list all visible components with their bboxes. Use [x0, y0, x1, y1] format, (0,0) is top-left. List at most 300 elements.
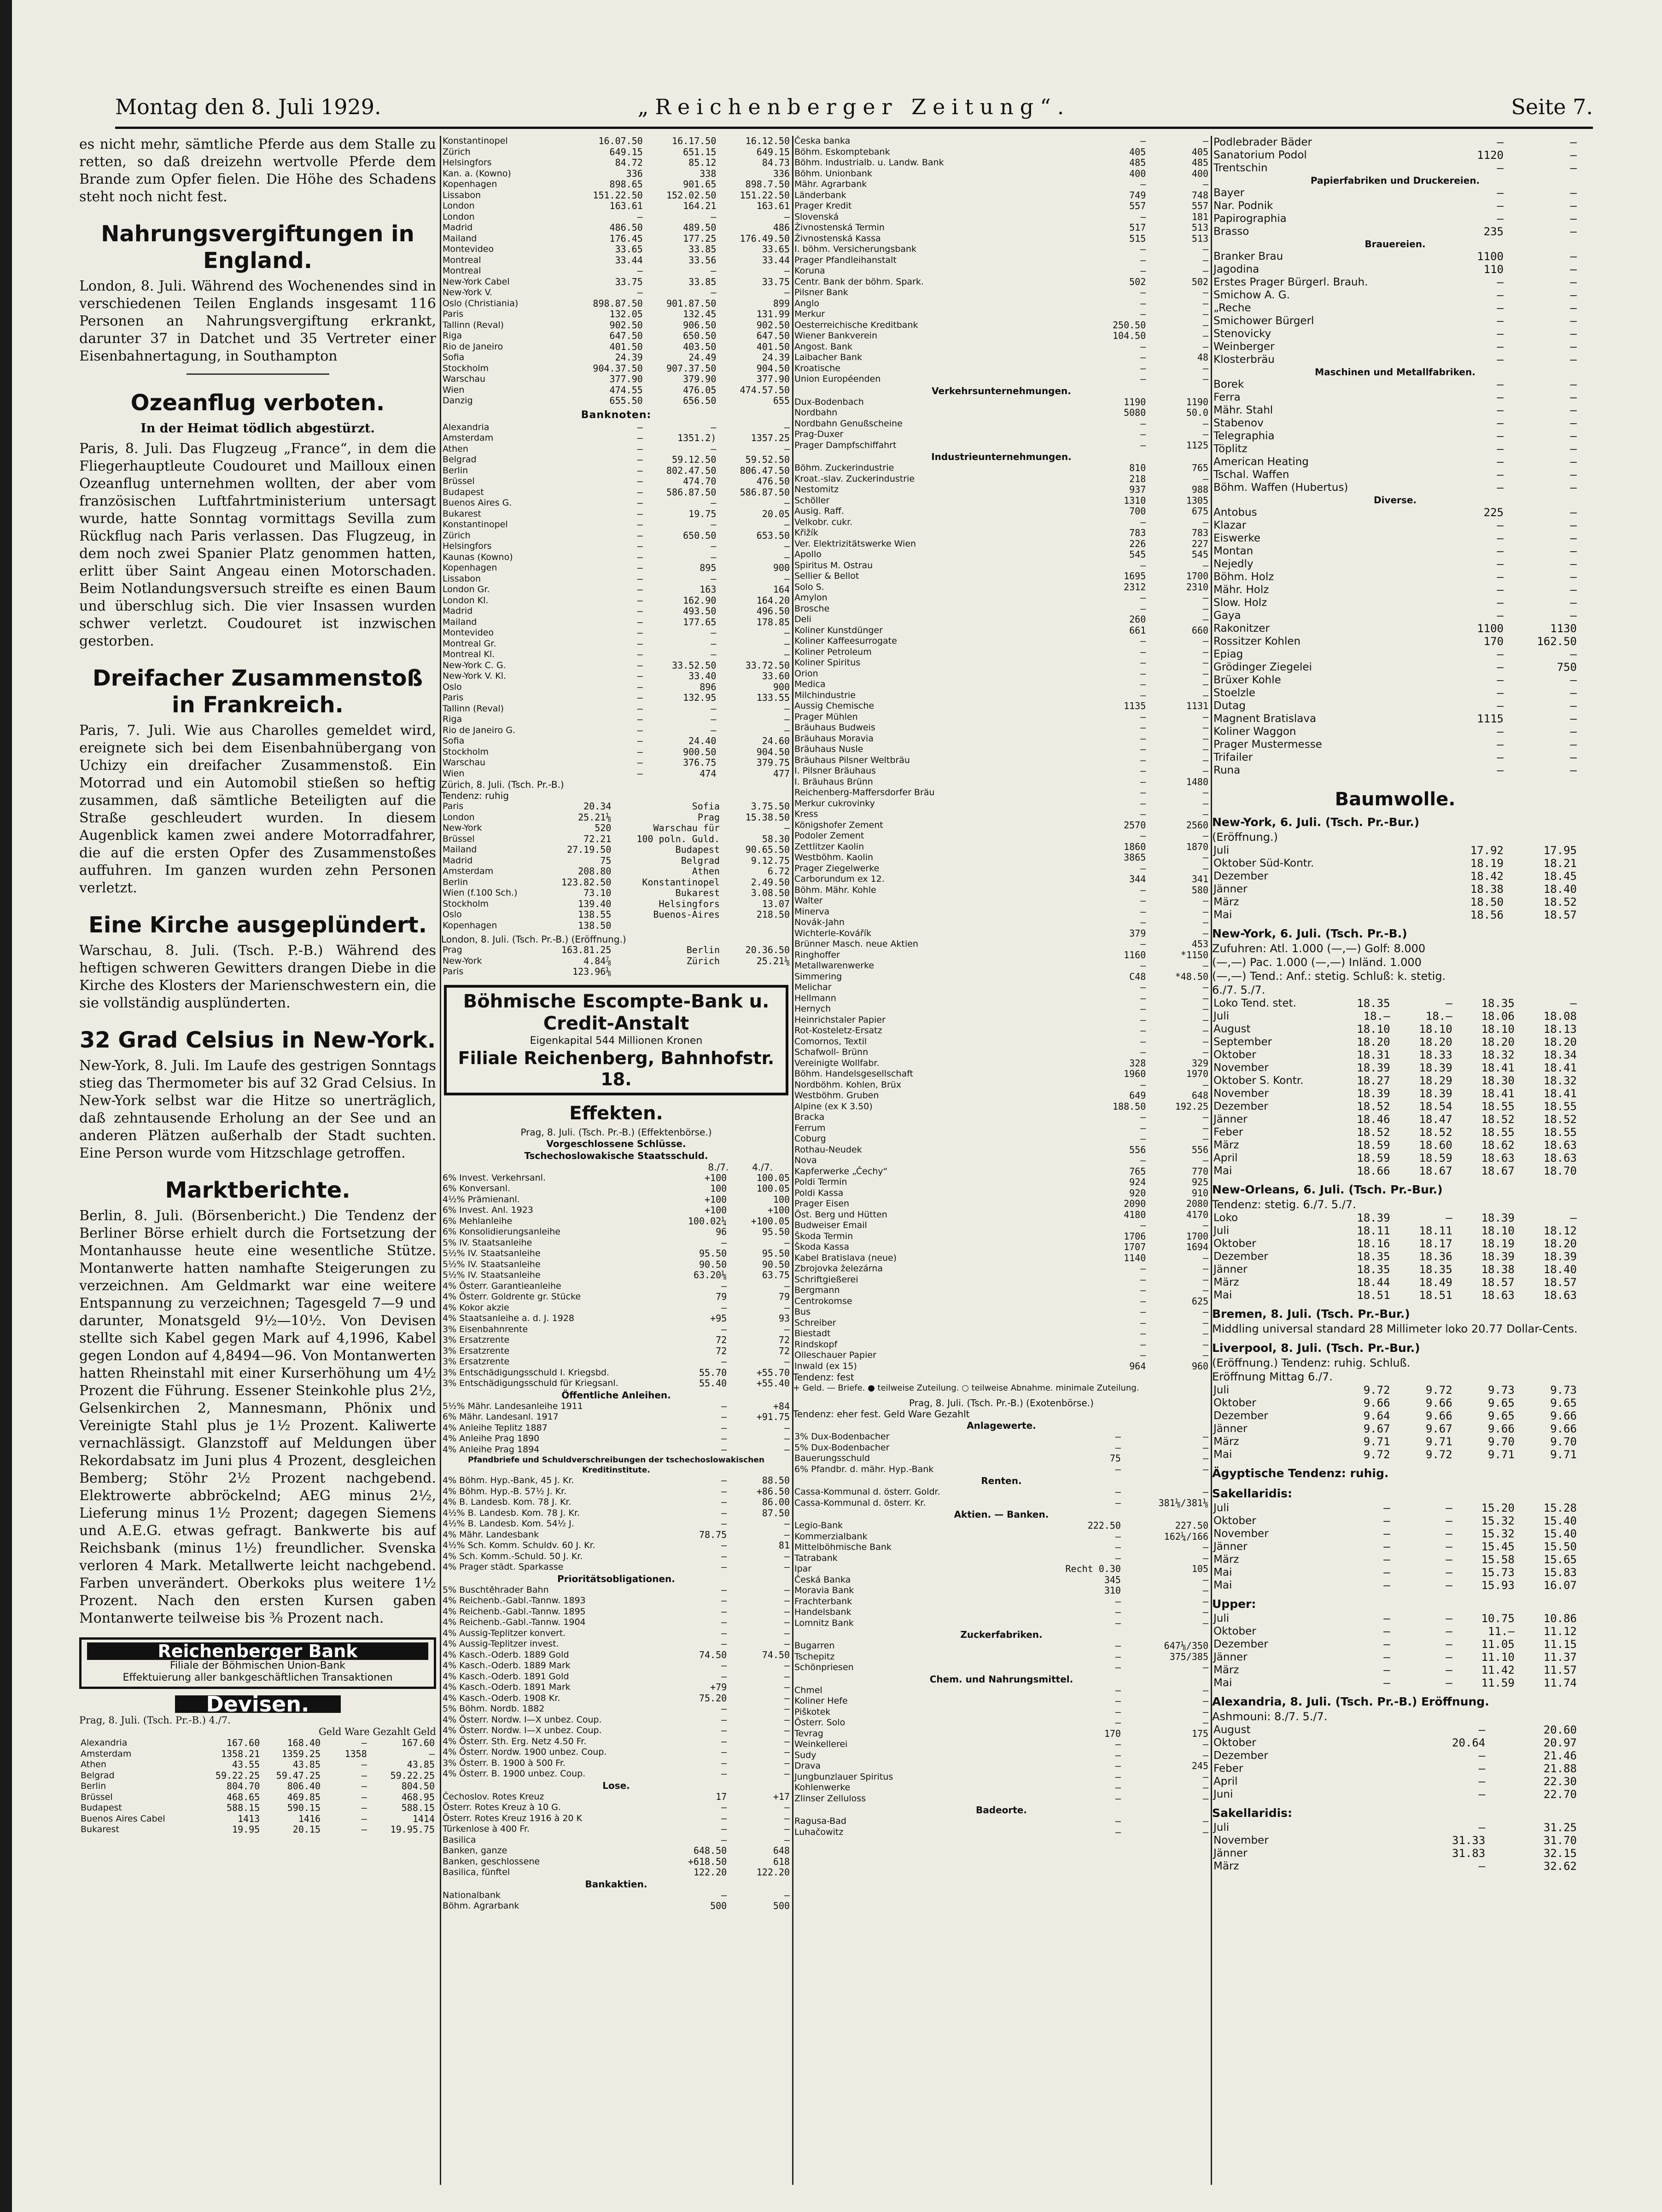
quote-value: —: [1202, 1155, 1208, 1166]
security-name: Zlinser Zelluloss: [794, 1793, 866, 1804]
quote-value: 802.47.50: [666, 465, 717, 476]
quote-value: 63.75: [762, 1270, 790, 1281]
security-name: Magnent Bratislava: [1213, 713, 1317, 725]
table-row: [793, 1453, 1210, 1464]
quote-value: —: [1478, 1860, 1486, 1873]
table-row: [793, 397, 1210, 408]
security-name: 4% Österr. Garantieanleihe: [443, 1281, 561, 1291]
quote-value: —: [637, 693, 643, 703]
quote-value: —: [1202, 1274, 1208, 1285]
table-row: [441, 255, 791, 266]
quote-value: 164.20: [756, 595, 790, 606]
quote-value: 18.62: [1481, 1139, 1515, 1152]
quote-value: —: [1570, 391, 1577, 404]
security-name: Piškotek: [794, 1706, 831, 1717]
table-row: [793, 950, 1210, 961]
table-row: [1212, 1638, 1578, 1651]
security-name: Škoda Kassa: [794, 1242, 849, 1252]
sakellaridis-header: Sakellaridis:: [1212, 1806, 1293, 1820]
quote-value: —: [1202, 1596, 1208, 1607]
table-row: [441, 1227, 791, 1238]
security-name: 6% Invest. Verkehrsanl.: [443, 1172, 546, 1183]
quote-value: —: [1140, 744, 1146, 755]
table-row: [793, 1188, 1210, 1199]
quote-value: —: [637, 498, 643, 508]
security-name: Podoler Zement: [794, 831, 864, 841]
quote-value: 1305: [1186, 495, 1208, 506]
quote-value: —: [1497, 738, 1504, 751]
security-name: 4% Kasch.-Oderb. 1889 Mark: [443, 1660, 571, 1671]
quote-value: —: [1140, 906, 1146, 917]
quote-value: —: [1140, 766, 1146, 776]
quote-value: 1416: [298, 1813, 321, 1824]
security-name: Mailand: [443, 617, 477, 627]
security-name: Österr. Rotes Kreuz 1916 à 20 K: [443, 1813, 583, 1823]
security-name: Oktober S. Kontr.: [1213, 1075, 1304, 1087]
table-row: [793, 1015, 1210, 1026]
security-name: Zettlitzer Kaolin: [794, 841, 864, 852]
quote-value: —: [1140, 1263, 1146, 1274]
exoten-columns: Tendenz: eher fest. Geld Ware Gezahlt: [793, 1409, 970, 1420]
security-name: Prager Dampfschiffahrt: [794, 440, 897, 450]
security-name: 4% Kasch.-Oderb. 1908 Kr.: [443, 1693, 560, 1703]
quote-value: —: [361, 1738, 367, 1748]
security-name: Öst. Berg und Hütten: [794, 1209, 887, 1220]
quote-value: —: [1497, 199, 1504, 212]
table-row: [1212, 1821, 1578, 1834]
table-row: [793, 1498, 1210, 1509]
table-row: [441, 1173, 791, 1184]
quote-value: 476.05: [683, 384, 717, 396]
quote-value: —: [1570, 764, 1577, 777]
quote-value: 33.44: [762, 255, 790, 266]
newyork-futures-table: [1212, 997, 1578, 1177]
quote-value: 18.19: [1470, 857, 1504, 870]
quote-value: 15.32: [1481, 1527, 1515, 1540]
quote-value: 405: [1129, 146, 1146, 157]
section-title: Maschinen und Metallfabriken.: [1315, 367, 1475, 378]
table-row: [441, 1595, 791, 1607]
table-row: [793, 1263, 1210, 1275]
quote-value: 122.20: [756, 1867, 790, 1878]
table-row: [793, 549, 1210, 560]
quote-value: 18.39: [1419, 1087, 1452, 1100]
table-row: [793, 1036, 1210, 1048]
table-row: [793, 852, 1210, 863]
security-name: Juni: [1213, 1788, 1233, 1800]
quote-value: 580: [1191, 885, 1208, 896]
table-row: [793, 1058, 1210, 1069]
table-row: [441, 595, 791, 606]
quote-value: —: [784, 1519, 790, 1529]
quote-value: —: [1202, 1004, 1208, 1014]
table-row: [793, 993, 1210, 1004]
table-row: [793, 1662, 1210, 1673]
quote-value: 18.39: [1419, 1061, 1452, 1074]
quote-value: 33.40: [688, 671, 717, 681]
security-name: Montreal: [443, 266, 481, 276]
quote-value: 18.55: [1543, 1100, 1577, 1113]
section-title: Zuckerfabriken.: [960, 1629, 1043, 1640]
table-row: [1212, 289, 1578, 302]
table-row: [441, 320, 791, 331]
quote-value: 904.50: [756, 746, 790, 757]
quote-value: —: [1570, 212, 1577, 225]
quote-value: 24.40: [688, 736, 717, 746]
security-name: Bräuhaus Pilsner Weltbräu: [794, 755, 910, 765]
table-row: [441, 909, 791, 920]
quote-value: 218.50: [756, 909, 790, 920]
table-row: [1212, 699, 1578, 712]
table-row: [793, 1641, 1210, 1652]
security-name: 4% Mähr. Landesbank: [443, 1529, 539, 1540]
security-name: Berlin: [443, 877, 468, 887]
security-name: Koliner Petroleum: [794, 646, 872, 657]
security-name: Oslo (Christiania): [443, 298, 519, 309]
quote-value: 375/385: [1169, 1651, 1208, 1662]
security-name: Jänner: [1213, 1847, 1248, 1859]
security-name: Basilica, fünftel: [443, 1867, 510, 1877]
security-name: Nordbahn: [794, 407, 838, 418]
table-row: [441, 1682, 791, 1693]
quote-value: 15.20: [1481, 1502, 1515, 1514]
article-body: Berlin, 8. Juli. (Börsenbericht.) Die Tendenz der Berliner Börse erhielt durch die Fortsetzung der Montanhausse heute eine wesentliche Stütze. Montanwerte hatten namhafte Steigerungen zu verzeichnen. Am Geldmarkt war eine weitere Entspannung zu verzeichnen; Tagesgeld 7—9 und darunter, Monatsgeld 9½—10½. Von Devisen stellte sich Kabel gegen Mark auf 4,1996, Kabel gegen London auf 4,8494—96. Von Montanwerten hatten Rheinstahl mit einer Kurserhöhung um 4½ Prozent die Führung. Essener Steinkohle plus 2½, Gelsenkirchen 2, Mannesmann, Phönix und Vereinigte Stahl plus je 1½ Prozent. Kaliwerte vernachlässigt. Glanzstoff auf Meldungen über Rekordabsatz im Juni plus 4 Prozent, desgleichen Bemberg; Stöhr 2½ Prozent nachgebend. Elektrowerte abbröckelnd; AEG minus 2½, Lieferung minus 1½ Prozent; dagegen Siemens und A.E.G. etwas gefragt. Bankwerte bis auf Reichsbank (minus 1½) freundlicher. Svenska verloren 4 Mark. Metallwerte leicht nachgebend. Farben unverändert. Oberkoks plus weitere 1½ Prozent. Nach den ersten Kursen gaben Montanwerte teilweise bis ⅜ Prozent nach.: [79, 1208, 436, 1626]
table-row: [441, 1650, 791, 1661]
quote-value: 181: [1191, 211, 1208, 222]
quote-value: —: [1202, 1285, 1208, 1296]
liverpool-table: [1212, 1384, 1578, 1461]
quote-value: 100.02¼: [688, 1216, 727, 1227]
table-row: [1212, 1152, 1578, 1164]
quote-value: —: [1202, 658, 1208, 668]
security-name: Montevideo: [443, 628, 494, 638]
quote-value: 1695: [1124, 571, 1146, 582]
quote-value: —: [1570, 353, 1577, 366]
quote-value: 403.50: [683, 341, 717, 352]
quote-value: —: [721, 1736, 727, 1747]
quote-value: 15.93: [1481, 1579, 1515, 1592]
quote-value: 899: [773, 298, 790, 309]
quote-value: 151.22.50: [593, 190, 643, 201]
quote-value: —: [1140, 352, 1146, 363]
quote-value: 31.83: [1452, 1847, 1486, 1860]
security-name: Jänner: [1213, 1651, 1248, 1663]
quote-value: —: [1202, 418, 1208, 429]
quote-value: —: [637, 584, 643, 595]
quote-value: —: [721, 1824, 727, 1834]
table-row: [793, 277, 1210, 288]
table-row: [1212, 751, 1578, 764]
table-row: [441, 1835, 791, 1846]
quote-value: —: [637, 595, 643, 606]
security-name: Metallwarenwerke: [794, 960, 875, 971]
quote-value: —: [1478, 1821, 1486, 1834]
table-row: [793, 419, 1210, 430]
quote-value: 749: [1129, 190, 1146, 201]
security-name: Dezember: [1213, 1251, 1268, 1263]
quote-value: —: [711, 498, 717, 508]
quote-value: —: [1140, 298, 1146, 309]
quote-value: —: [1115, 1739, 1121, 1750]
quote-value: —: [1140, 1220, 1146, 1231]
quote-value: 18.20: [1543, 1237, 1577, 1250]
quote-value: —: [1202, 809, 1208, 820]
table-row: [793, 733, 1210, 745]
quote-value: 9.65: [1488, 1397, 1515, 1409]
table-row: [793, 744, 1210, 755]
quote-value: 344: [1129, 874, 1146, 885]
quote-value: 489.50: [683, 222, 717, 233]
security-name: Angost. Bank: [794, 341, 852, 352]
quote-value: —: [721, 1302, 727, 1313]
quote-value: —: [1497, 570, 1504, 583]
quote-value: 18.45: [1543, 870, 1577, 883]
quote-value: 1970: [1186, 1069, 1208, 1079]
article-body: Paris, 7. Juli. Wie aus Charolles gemeldet wird, ereignete sich bei dem Eisenbahnübergang von Uchizy ein dreifacher Zusammenstoß. Ein Motorrad und ein Automobil stießen so heftig zusammen, daß sämtliche Beteiligten auf die Straße geschleudert wurden. In diesem Augenblick kamen zwei andere Motorradfahrer, die auf die ersten Opfer des Zusammenstoßes auffuhren. Im ganzen wurden zehn Personen verletzt.: [79, 722, 436, 896]
security-name: Dezember: [1213, 870, 1268, 882]
bank-shares-table: [793, 136, 1210, 385]
quote-value: 15.73: [1481, 1566, 1515, 1579]
header-masthead: „Reichenberger Zeitung“.: [637, 94, 1071, 119]
quote-value: —: [1570, 712, 1577, 725]
security-name: New-York: [443, 955, 482, 966]
table-row: [1212, 896, 1578, 908]
security-name: 4% Staatsanleihe a. d. J. 1928: [443, 1313, 574, 1323]
quote-value: 988: [1191, 484, 1208, 495]
section-title: Lose.: [602, 1780, 630, 1791]
quote-value: —: [637, 703, 643, 714]
table-row: [441, 1313, 791, 1324]
security-name: Böhm. Holz: [1213, 571, 1274, 583]
quote-value: —: [1115, 1464, 1121, 1475]
security-name: Slovenská: [794, 211, 839, 222]
quote-value: —: [637, 422, 643, 433]
table-row: [793, 1782, 1210, 1793]
quote-value: 5080: [1124, 407, 1146, 418]
security-name: Novák-Jahn: [794, 917, 845, 927]
quote-value: —: [784, 1617, 790, 1628]
quote-value: —: [637, 757, 643, 768]
table-row: [441, 352, 791, 363]
quote-value: —: [1570, 583, 1577, 596]
quote-value: 1125: [1186, 440, 1208, 451]
quote-value: —: [1140, 374, 1146, 384]
quote-value: —: [1140, 993, 1146, 1004]
chemical-table: [793, 1685, 1210, 1805]
quote-value: 377.90: [756, 374, 790, 384]
table-row: [793, 722, 1210, 733]
quote-value: 806.47.50: [740, 465, 790, 476]
security-name: Amsterdam: [443, 866, 494, 876]
quote-value: 468.65: [227, 1792, 260, 1803]
quote-value: —: [1478, 1788, 1486, 1801]
ad-branch: Filiale Reichenberg, Bahnhofstr. 18.: [458, 1048, 775, 1089]
quote-value: —: [1115, 1553, 1121, 1564]
quote-value: 810: [1129, 463, 1146, 473]
quote-value: 381⅛/381⅛: [1158, 1497, 1208, 1508]
quote-value: 90.65.50: [745, 844, 790, 855]
date-column-label: 8./7.: [708, 1161, 729, 1173]
table-row: [1212, 1676, 1578, 1689]
table-row: [1212, 1100, 1578, 1113]
table-row: [441, 169, 791, 180]
table-row: [1212, 1224, 1578, 1237]
security-name: Prager Mustermesse: [1213, 739, 1322, 751]
quote-value: 176.45: [609, 233, 643, 244]
quote-value: —: [1140, 1123, 1146, 1134]
quote-value: —: [1115, 1641, 1121, 1651]
quote-value: —: [1202, 1079, 1208, 1090]
quote-value: —: [1202, 266, 1208, 276]
security-name: Mailand: [443, 233, 477, 244]
article-divider: [187, 373, 329, 375]
table-row: [793, 331, 1210, 342]
security-name: Juli: [1213, 1010, 1230, 1022]
quote-value: —: [721, 1237, 727, 1248]
table-row: [441, 747, 791, 758]
security-name: Frachterbank: [794, 1596, 852, 1607]
quote-value: 468.95: [401, 1792, 435, 1803]
security-name: Rio de Janeiro: [443, 341, 503, 352]
security-name: Tschepitz: [794, 1651, 835, 1662]
security-name: Jänner: [1213, 1263, 1248, 1275]
table-row: [441, 396, 791, 407]
quote-value: —: [1570, 186, 1577, 199]
table-row: [441, 1660, 791, 1671]
quote-value: 16.17.50: [672, 136, 717, 146]
table-row: [1212, 1834, 1578, 1847]
security-name: 5% Dux-Bodenbacher: [794, 1442, 890, 1453]
quote-value: —: [1383, 1540, 1390, 1553]
table-row: [793, 896, 1210, 907]
security-name: 3% Ersatzrente: [443, 1345, 510, 1356]
table-row: [1212, 857, 1578, 870]
bank-subline: Effektuierung aller bankgeschäftlichen Transaktionen: [122, 1672, 393, 1683]
quote-value: —: [1140, 1004, 1146, 1014]
security-name: Brüxer Kohle: [1213, 674, 1281, 686]
quote-value: —: [1570, 340, 1577, 353]
quote-value: —: [1140, 1350, 1146, 1361]
article-headline: Nahrungsvergiftungen in England.: [101, 221, 414, 274]
table-row: [441, 157, 791, 169]
security-name: Kopenhagen: [443, 179, 497, 189]
security-name: Böhm. Waffen (Hubertus): [1213, 482, 1348, 494]
quote-value: —: [1570, 596, 1577, 609]
quote-value: 75: [1109, 1453, 1121, 1464]
security-name: März: [1213, 1436, 1239, 1448]
quote-value: 648.50: [693, 1845, 727, 1856]
quote-value: —: [1140, 668, 1146, 679]
security-name: Madrid: [443, 606, 473, 616]
sakellaridis-alexandria-table: [1212, 1821, 1578, 1873]
quote-value: 4180: [1124, 1209, 1146, 1220]
quote-value: 18.40: [1543, 883, 1577, 896]
table-row: [441, 374, 791, 385]
security-name: Moravia Bank: [794, 1585, 854, 1595]
quote-value: —: [1383, 1638, 1390, 1651]
devisen-header: Prag, 8. Juli. (Tsch. Pr.-B.) 4./7.: [79, 1715, 231, 1726]
table-row: [793, 212, 1210, 223]
quote-value: 18.10: [1481, 1023, 1515, 1036]
quote-value: —: [1570, 442, 1577, 455]
table-row: [793, 363, 1210, 374]
quote-value: 18.—: [1363, 1010, 1390, 1023]
quote-value: 18.59: [1357, 1152, 1390, 1164]
security-name: Rothau-Neudek: [794, 1144, 862, 1155]
security-name: Koliner Kunstdünger: [794, 625, 883, 635]
quote-value: 476.50: [756, 476, 790, 487]
table-row: [793, 157, 1210, 169]
table-row: [793, 1177, 1210, 1188]
quote-value: —: [1115, 1487, 1121, 1497]
security-name: März: [1213, 896, 1239, 908]
table-row: [793, 582, 1210, 593]
security-name: New-York V.: [443, 287, 493, 297]
security-name: Paris: [443, 309, 464, 319]
quote-value: —: [784, 823, 790, 833]
table-row: [441, 476, 791, 487]
security-name: Ver. Elektrizitätswerke Wien: [794, 538, 916, 549]
quote-value: 653.50: [756, 530, 790, 541]
quote-value: 24.49: [688, 352, 717, 363]
table-row: [1212, 1023, 1578, 1036]
table-row: [1212, 558, 1578, 570]
table-row: [441, 1530, 791, 1541]
security-name: 3% Ersatzrente: [443, 1335, 510, 1345]
quote-value: 260: [1129, 614, 1146, 625]
quote-value: 21.46: [1543, 1749, 1577, 1762]
table-row: [793, 712, 1210, 723]
table-row: [441, 1423, 791, 1434]
quote-value: 110: [1483, 263, 1504, 276]
table-row: [441, 1704, 791, 1715]
table-row: [1212, 1625, 1578, 1638]
table-row: [793, 1004, 1210, 1015]
quote-value: 33.65: [615, 244, 643, 255]
security-name: Bräuhaus Nusle: [794, 744, 863, 754]
table-row: [793, 169, 1210, 180]
security-name: Sofia: [443, 736, 465, 746]
table-row: [441, 714, 791, 725]
quote-value: 18.67: [1481, 1164, 1515, 1177]
quote-value: —: [784, 1444, 790, 1455]
upper-header: Upper:: [1212, 1597, 1256, 1611]
security-name: Poldi Kassa: [794, 1187, 844, 1198]
quote-value: —: [1140, 287, 1146, 298]
security-name: Carborundum ex 12.: [794, 874, 885, 884]
security-name: Deli: [794, 614, 811, 624]
newyork-opening-table: [1212, 844, 1578, 921]
security-name: Banken, ganze: [443, 1845, 507, 1856]
table-row: [793, 1596, 1210, 1607]
table-row: [793, 1520, 1210, 1531]
quote-value: 11.57: [1543, 1664, 1577, 1676]
quote-value: 18.35: [1357, 997, 1390, 1010]
quote-value: 75.20: [699, 1693, 727, 1704]
security-name: Dezember: [1213, 1100, 1268, 1112]
quote-value: 18.40: [1543, 1263, 1577, 1276]
table-row: [793, 809, 1210, 820]
security-name: Kroat.-slav. Zuckerindustrie: [794, 473, 915, 484]
table-row: [441, 628, 791, 639]
security-name: London: [443, 812, 475, 822]
security-name: November: [1213, 1528, 1269, 1540]
quote-value: 1120: [1477, 149, 1504, 162]
table-row: [793, 179, 1210, 190]
quote-value: —: [1202, 928, 1208, 939]
quote-value: —: [1140, 798, 1146, 809]
quote-value: 18.06: [1481, 1010, 1515, 1023]
